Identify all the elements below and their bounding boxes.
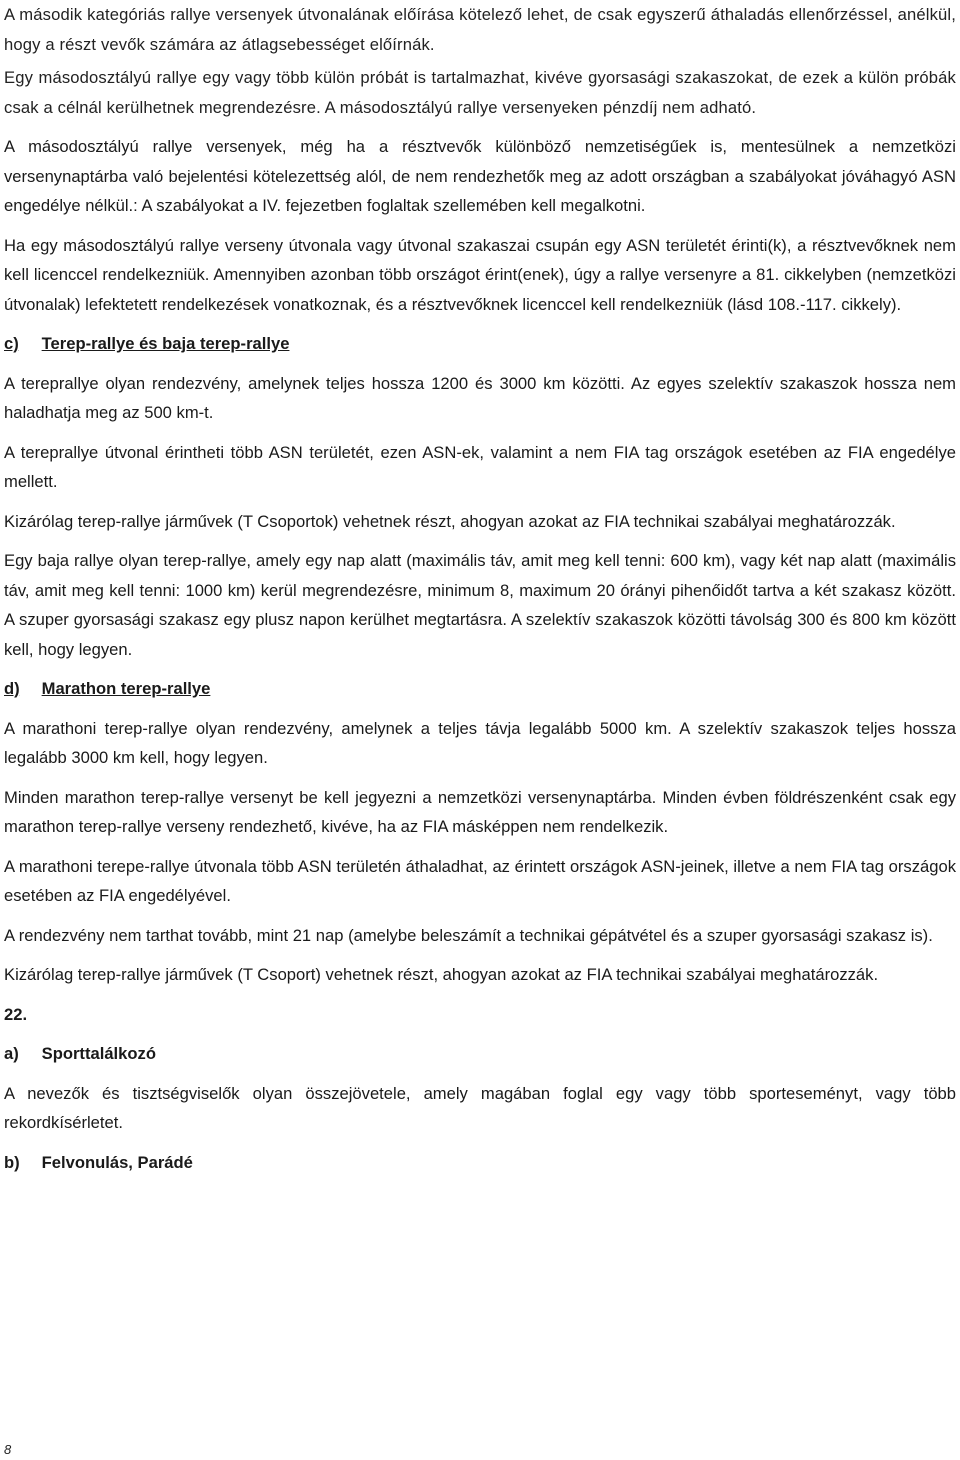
paragraph-6: A tereprallye útvonal érintheti több ASN területét, ezen ASN-ek, valamint a nem FIA tag országok esetében az FIA engedélye mellett. — [4, 442, 956, 491]
heading-d — [4, 674, 956, 704]
paragraph-4: Ha egy másodosztályú rallye verseny útvonala vagy útvonal szakaszai csupán egy ASN területét érinti(k), a résztvevőknek nem kell licenccel rendelkezniük. Amennyiben azonban több országot érint(enek), úgy a rallye versenyre a 81. cikkelyben (nemzetközi útvonalak) lefektetett rendelkezések vonatkoznak, és a résztvevőknek licenccel kell rendelkezniük (lásd 108.-117. cikkely). — [4, 235, 956, 314]
paragraph-10: Minden marathon terep-rallye versenyt be kell jegyezni a nemzetközi versenynaptárba. Minden évben földrészenként csak egy marathon terep-rallye verseny rendezhető, kivéve, ha az FIA másképpen nem rendelkezik. — [4, 787, 956, 836]
heading-d-label: d) — [4, 679, 20, 698]
heading-c — [4, 329, 956, 359]
heading-b-label: b) — [4, 1152, 20, 1172]
heading-a — [4, 1039, 956, 1069]
paragraph-12: A rendezvény nem tarthat tovább, mint 21 nap (amelybe beleszámít a technikai gépátvétel és a szuper gyorsasági szakasz is). — [4, 925, 933, 945]
document-page — [4, 0, 956, 1177]
paragraph-13: Kizárólag terep-rallye járművek (T Csoport) vehetnek részt, ahogyan azokat az FIA technikai szabályai meghatározzák. — [4, 965, 879, 984]
paragraph-3: A másodosztályú rallye versenyek, még ha a résztvevők különböző nemzetiségűek is, mentesülnek a nemzetközi versenynaptárba való bejelentési kötelezettség alól, de nem rendezhetők meg az adott országban a szabályokat jóváhagyó ASN engedélye nélkül.: A szabályokat a IV. fejezetben foglaltak szellemében kell megalkotni. — [4, 137, 956, 215]
heading-c-label: c) — [4, 334, 19, 353]
paragraph-7: Kizárólag terep-rallye járművek (T Csoportok) vehetnek részt, ahogyan azokat az FIA technikai szabályai meghatározzák. — [4, 511, 896, 531]
heading-b-title: Felvonulás, Parádé — [41, 1152, 193, 1172]
paragraph-14: A nevezők és tisztségviselők olyan összejövetele, amely magában foglal egy vagy több sporteseményt, vagy több rekordkísérletet. — [4, 1083, 956, 1132]
heading-d-title: Marathon terep-rallye — [41, 679, 211, 698]
paragraph-9: A marathoni terep-rallye olyan rendezvény, amelynek a teljes távja legalább 5000 km. A szelektív szakaszok teljes hossza legalább 3000 km kell, hogy legyen. — [4, 718, 956, 767]
paragraph-2: Egy másodosztályú rallye egy vagy több külön próbát is tartalmazhat, kivéve gyorsasági szakaszokat, de ezek a külön próbák csak a célnál kerülhetnek megrendezésre. A másodosztályú rallye versenyeken pénzdíj nem adható. — [4, 68, 956, 117]
section-number: 22. — [4, 1004, 28, 1024]
paragraph-5: A tereprallye olyan rendezvény, amelynek teljes hossza 1200 és 3000 km közötti. Az egyes szelektív szakaszok hossza nem haladhatja meg az 500 km-t. — [4, 373, 956, 422]
heading-a-title: Sporttalálkozó — [41, 1044, 156, 1063]
page-number: 8 — [4, 1442, 12, 1457]
heading-b — [4, 1148, 956, 1178]
paragraph-8: Egy baja rallye olyan terep-rallye, amely egy nap alatt (maximális táv, amit meg kell tenni: 600 km), vagy két nap alatt (maximális táv, amit meg kell tenni: 1000 km) kerül megrendezésre, minimum 8, maximum 20 órányi pihenőidőt tartva a két szakasz között. A szuper gyorsasági szakasz egy plusz napon kerülhet megtartásra. A szelektív szakaszok közötti távolság 300 és 800 km között kell, hogy legyen. — [4, 551, 956, 659]
paragraph-11: A marathoni terepe-rallye útvonala több ASN területén áthaladhat, az érintett országok ASN-jeinek, illetve a nem FIA tag országok esetében az FIA engedélyével. — [4, 856, 956, 905]
heading-a-label: a) — [4, 1044, 19, 1063]
paragraph-1: A második kategóriás rallye versenyek útvonalának előírása kötelező lehet, de csak egyszerű áthaladás ellenőrzéssel, anélkül, hogy a részt vevők számára az átlagsebességet előírnák. — [4, 5, 956, 54]
heading-c-title: Terep-rallye és baja terep-rallye — [41, 334, 290, 353]
